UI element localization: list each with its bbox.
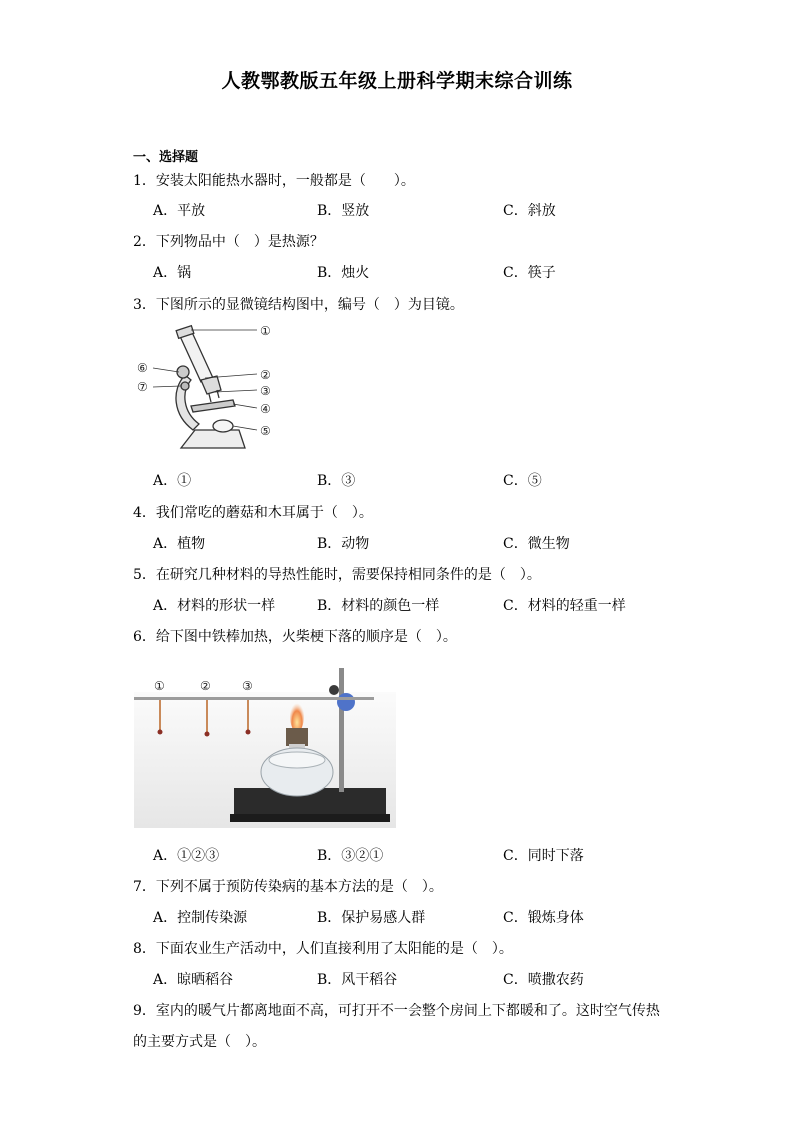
microscope-label-1: ① xyxy=(260,324,271,338)
microscope-label-5: ⑤ xyxy=(260,424,271,438)
q1-option-c[interactable]: C．斜放 xyxy=(503,203,556,219)
question-2: 2．下列物品中（ ）是热源？ xyxy=(133,234,324,250)
q5-option-c[interactable]: C．材料的轻重一样 xyxy=(503,598,626,614)
heat-label-2: ② xyxy=(200,679,211,693)
question-8: 8．下面农业生产活动中，人们直接利用了太阳能的是（ ）。 xyxy=(133,941,513,957)
question-3: 3．下图所示的显微镜结构图中，编号（ ）为目镜。 xyxy=(133,297,464,313)
q4-option-b[interactable]: B．动物 xyxy=(317,536,370,552)
q6-option-a[interactable]: A．①②③ xyxy=(153,848,220,864)
q2-option-a[interactable]: A．锅 xyxy=(153,265,192,281)
q3-option-b[interactable]: B．③ xyxy=(317,473,356,489)
q1-option-b[interactable]: B．竖放 xyxy=(317,203,370,219)
iron-rod-heating-photo xyxy=(134,668,396,828)
q4-option-a[interactable]: A．植物 xyxy=(153,536,206,552)
q7-option-c[interactable]: C．锻炼身体 xyxy=(503,910,584,926)
q7-option-b[interactable]: B．保护易感人群 xyxy=(317,910,426,926)
page-title: 人教鄂教版五年级上册科学期末综合训练 xyxy=(221,70,573,92)
q3-option-c[interactable]: C．⑤ xyxy=(503,473,542,489)
microscope-figure xyxy=(133,320,283,460)
q3-option-a[interactable]: A．① xyxy=(153,473,192,489)
microscope-label-2: ② xyxy=(260,368,271,382)
q6-option-c[interactable]: C．同时下落 xyxy=(503,848,584,864)
microscope-label-4: ④ xyxy=(260,402,271,416)
question-5: 5．在研究几种材料的导热性能时，需要保持相同条件的是（ ）。 xyxy=(133,567,541,583)
question-9: 9．室内的暖气片都离地面不高，可打开不一会整个房间上下都暖和了。这时空气传热 xyxy=(133,1003,660,1019)
q6-option-b[interactable]: B．③②① xyxy=(317,848,384,864)
q4-option-c[interactable]: C．微生物 xyxy=(503,536,570,552)
q5-option-a[interactable]: A．材料的形状一样 xyxy=(153,598,276,614)
heat-label-3: ③ xyxy=(242,679,253,693)
q7-option-a[interactable]: A．控制传染源 xyxy=(153,910,248,926)
section-heading: 一、选择题 xyxy=(133,150,199,165)
heat-label-1: ① xyxy=(154,679,165,693)
question-1: 1．安装太阳能热水器时，一般都是（ ）。 xyxy=(133,173,415,189)
microscope-label-7: ⑦ xyxy=(137,380,148,394)
question-4: 4．我们常吃的蘑菇和木耳属于（ ）。 xyxy=(133,505,373,521)
question-7: 7．下列不属于预防传染病的基本方法的是（ ）。 xyxy=(133,879,443,895)
microscope-label-3: ③ xyxy=(260,384,271,398)
q8-option-c[interactable]: C．喷撒农药 xyxy=(503,972,584,988)
q5-option-b[interactable]: B．材料的颜色一样 xyxy=(317,598,440,614)
q2-option-c[interactable]: C．筷子 xyxy=(503,265,556,281)
q8-option-a[interactable]: A．晾晒稻谷 xyxy=(153,972,234,988)
question-6: 6．给下图中铁棒加热，火柴梗下落的顺序是（ ）。 xyxy=(133,629,457,645)
q8-option-b[interactable]: B．风干稻谷 xyxy=(317,972,398,988)
microscope-label-6: ⑥ xyxy=(137,361,148,375)
q2-option-b[interactable]: B．烛火 xyxy=(317,265,370,281)
question-9-continued: 的主要方式是（ ）。 xyxy=(133,1034,266,1050)
q1-option-a[interactable]: A．平放 xyxy=(153,203,206,219)
